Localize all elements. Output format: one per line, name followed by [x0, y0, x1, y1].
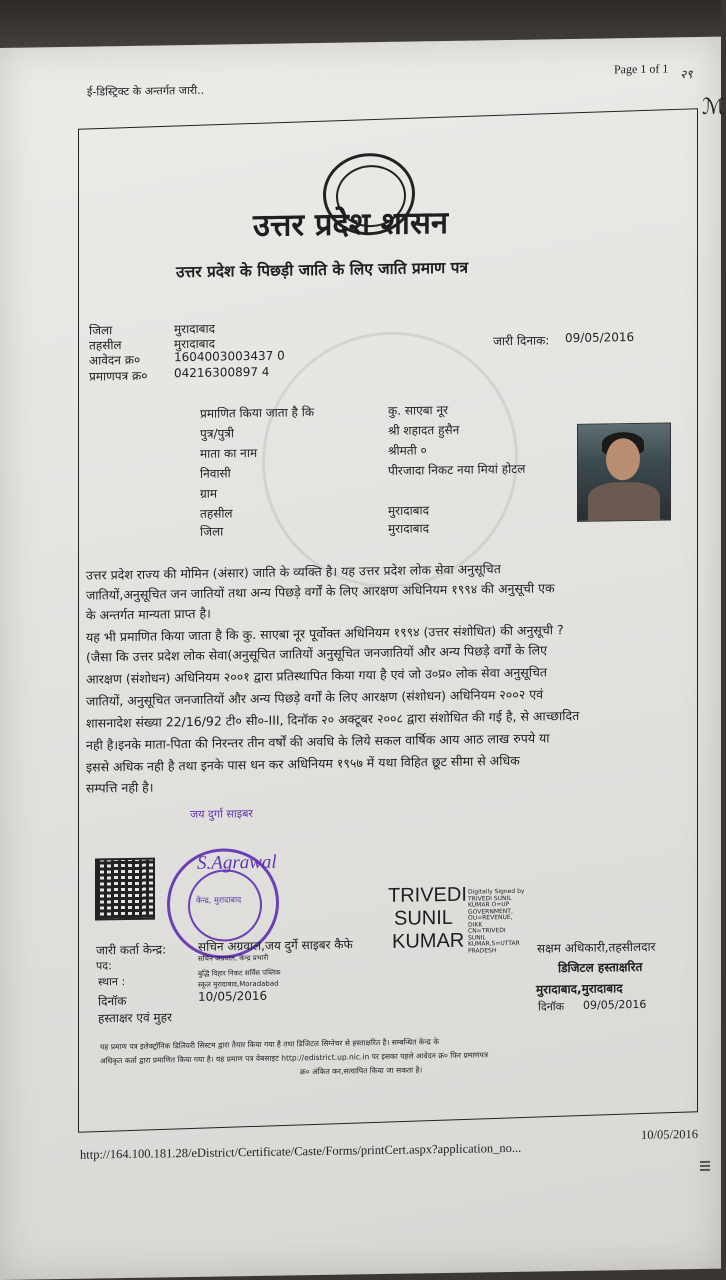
body-p1-line2: जातियों,अनुसूचित जन जातियों तथा अन्य पिछड़े वर्गों के लिए आरक्षण अधिनियम १९९४ की अनुसूची एक [86, 580, 555, 603]
authority-line1: सक्षम अधिकारी,तहसीलदार [537, 939, 656, 956]
issuer-place-line1: बुद्धि विहार निकट सर्विस पब्लिक [198, 968, 281, 978]
issuer-date-label: दिनॉक [98, 994, 127, 1009]
body-p1-line3: के अन्तर्गत मान्यता प्राप्त है। [86, 605, 211, 623]
digital-sign-name-line3: KUMAR [392, 929, 465, 953]
district-label: जिला [89, 323, 113, 338]
authority-line3: मुरादाबाद,मुरादाबाद [536, 981, 623, 997]
district-value: मुरादाबाद [174, 321, 216, 337]
body-p2-line6: नही है।इनके माता-पिता की निरन्तर तीन वर्षों की अवधि के लिये सकल वार्षिक आय आठ लाख रुपये या [86, 730, 550, 753]
digital-sign-detail-line: PRADESH [468, 946, 497, 955]
digital-sign-name-line1: TRIVEDI [388, 883, 467, 907]
footer-line3: क्र० अंकित कर,सत्यापित किया जा सकता है। [300, 1065, 423, 1077]
issuer-sign-label: हस्ताक्षर एवं मुहर [98, 1010, 172, 1026]
body-p2-line2: (जैसा कि उत्तर प्रदेश लोक सेवा(अनुसूचित जातियों अनुसूचित जनजातियों और अन्य पिछड़े वर्गों के लिए [86, 642, 548, 665]
issuer-date-value: 10/05/2016 [198, 988, 268, 1004]
issuer-centre-value: सचिन अग्रवाल,जय दुर्गे साइबर कैफे [198, 937, 353, 954]
certificate-title: उत्तर प्रदेश के पिछड़ी जाति के लिए जाति प्रमाण पत्र [176, 258, 468, 282]
authority-line2: डिजिटल हस्ताक्षरित [558, 959, 643, 976]
body-p2-line5: शासनादेश संख्या 22/16/92 टी० सी०-III, दिनॉक २० अक्टूबर २००८ द्वारा संशोधित की गई है, से आच्छादित [86, 707, 580, 731]
mother-label: माता का नाम [200, 445, 258, 461]
menu-lines-icon [700, 1161, 710, 1171]
digital-sign-detail-line: TRIVEDI SUNIL [468, 894, 512, 903]
certificate-number-label: प्रमाणपत्र क्र० [89, 368, 148, 384]
application-value: 1604003003437 0 [174, 348, 285, 365]
resident-label: निवासी [200, 466, 231, 481]
person-district-label: जिला [200, 524, 224, 539]
page-handwritten: २९ [680, 67, 693, 82]
footer-line2: अधिकृत कर्ता द्वारा प्रमाणित किया गया है। यह प्रमाण पत्र वेबसाइट http://edistrict.up.nic.in पर इसका पहले आवेदन क्र० फिर प्रमाणपत्र [100, 1050, 488, 1066]
tehsil-label: तहसील [89, 338, 122, 353]
issuer-post-label: पद: [96, 959, 112, 973]
issue-date-value: 09/05/2016 [565, 330, 635, 346]
body-p2-line1: यह भी प्रमाणित किया जाता है कि कु. साएबा नूर पूर्वोक्त अधिनियम १९९४ (उत्तर संशोधित) की अनुसूची ? [86, 622, 564, 645]
print-url: http://164.100.181.28/eDistrict/Certificate/Caste/Forms/printCert.aspx?application_no... [80, 1140, 522, 1162]
father-name: श्री शहादत हुसैन [388, 422, 460, 438]
body-p2-line3: आरक्षण (संशोधन) अधिनियम २००१ द्वारा प्रतिस्थापित किया गया है एवं जो उ०प्र० लोक सेवा अनुसूचित [86, 664, 548, 687]
applicant-photo [577, 422, 671, 521]
stamp-bottom-text: केन्द्र, मुरादाबाद [196, 895, 242, 905]
digital-sign-detail-line: SUNIL [468, 933, 486, 942]
margin-handwritten-mark: ℳ [702, 94, 726, 120]
stamp-top-text: जय दुर्गा साइबर [190, 807, 253, 822]
certificate-paper [0, 37, 726, 1280]
issuer-centre-label: जारी कर्ता केन्द्र: [96, 942, 167, 958]
digital-sign-detail-line: DIKK [468, 920, 483, 929]
government-title: उत्तर प्रदेश शासन [253, 204, 449, 245]
issuer-place-line2: स्कूल मुरादाबाद,Moradabad [198, 979, 279, 989]
digital-sign-detail-line: OU=REVENUE, [468, 913, 513, 922]
print-url-date: 10/05/2016 [641, 1127, 698, 1142]
application-label: आवेदन क्र० [89, 352, 141, 368]
certified-label: प्रमाणित किया जाता है कि [200, 405, 315, 421]
page-label: Page 1 of 1 [614, 61, 669, 77]
authority-date-value: 09/05/2016 [583, 997, 647, 1012]
body-p1-line1: उत्तर प्रदेश राज्य की मोमिन (अंसार) जाति के व्यक्ति है। यह उत्तर प्रदेश लोक सेवा अनुसूचित [86, 561, 501, 583]
person-tehsil-label: तहसील [200, 506, 233, 521]
digital-sign-detail-line: KUMAR,S=UTTAR [468, 939, 520, 948]
village-label: ग्राम [200, 486, 218, 501]
digital-sign-detail-line: CN=TRIVEDI [468, 927, 506, 935]
header-note: ई-डिस्ट्रिक्ट के अन्तर्गत जारी.. [87, 83, 205, 99]
digital-sign-detail-line: KUMAR O=UP [468, 900, 510, 909]
certificate-number-value: 04216300897 4 [174, 364, 270, 381]
person-tehsil-value: मुरादाबाद [388, 503, 430, 518]
body-p2-line8: सम्पत्ति नही है। [86, 779, 154, 796]
issuer-post-value: सचिन अग्रवाल, केन्द्र प्रभारी [198, 953, 269, 963]
applicant-name: कु. साएबा नूर [388, 402, 449, 418]
tehsil-value: मुरादाबाद [174, 336, 216, 352]
digital-sign-detail-line: Digitally Signed by [468, 887, 525, 896]
authority-date-label: दिनॉक [538, 1000, 565, 1014]
issuer-place-label: स्थान : [98, 975, 126, 989]
footer-line1: यह प्रमाण पत्र इलेक्ट्रॉनिक डिलिवरी सिस्टम द्वारा तैयार किया गया है तथा डिजिटल सिग्नेचर से हस्ताक्षरित है। सम्बन्धित केन्द्र के [100, 1037, 439, 1052]
child-of-label: पुत्र/पुत्री [200, 426, 235, 441]
body-p2-line7: इससे अधिक नही है तथा इनके पास धन कर अधिनियम १९५७ में यथा विहित छूट सीमा से अधिक [86, 752, 520, 775]
digital-sign-detail-line: GOVERNMENT, [468, 907, 513, 916]
person-district-value: मुरादाबाद [388, 521, 430, 536]
qr-code [95, 858, 155, 921]
digital-sign-name-line2: SUNIL [394, 906, 453, 930]
mother-name: श्रीमती ० [388, 443, 427, 458]
handwritten-signature: S.Agrawal [197, 851, 277, 874]
body-p2-line4: जातियों, अनुसूचित जनजातियों और अन्य पिछड़े वर्गों के लिए आरक्षण (संशोधन) अधिनियम २००२ एवं [86, 686, 544, 709]
resident-value: पीरजादा निकट नया मियां होटल [388, 461, 526, 478]
issue-date-label: जारी दिनाक: [493, 333, 550, 349]
